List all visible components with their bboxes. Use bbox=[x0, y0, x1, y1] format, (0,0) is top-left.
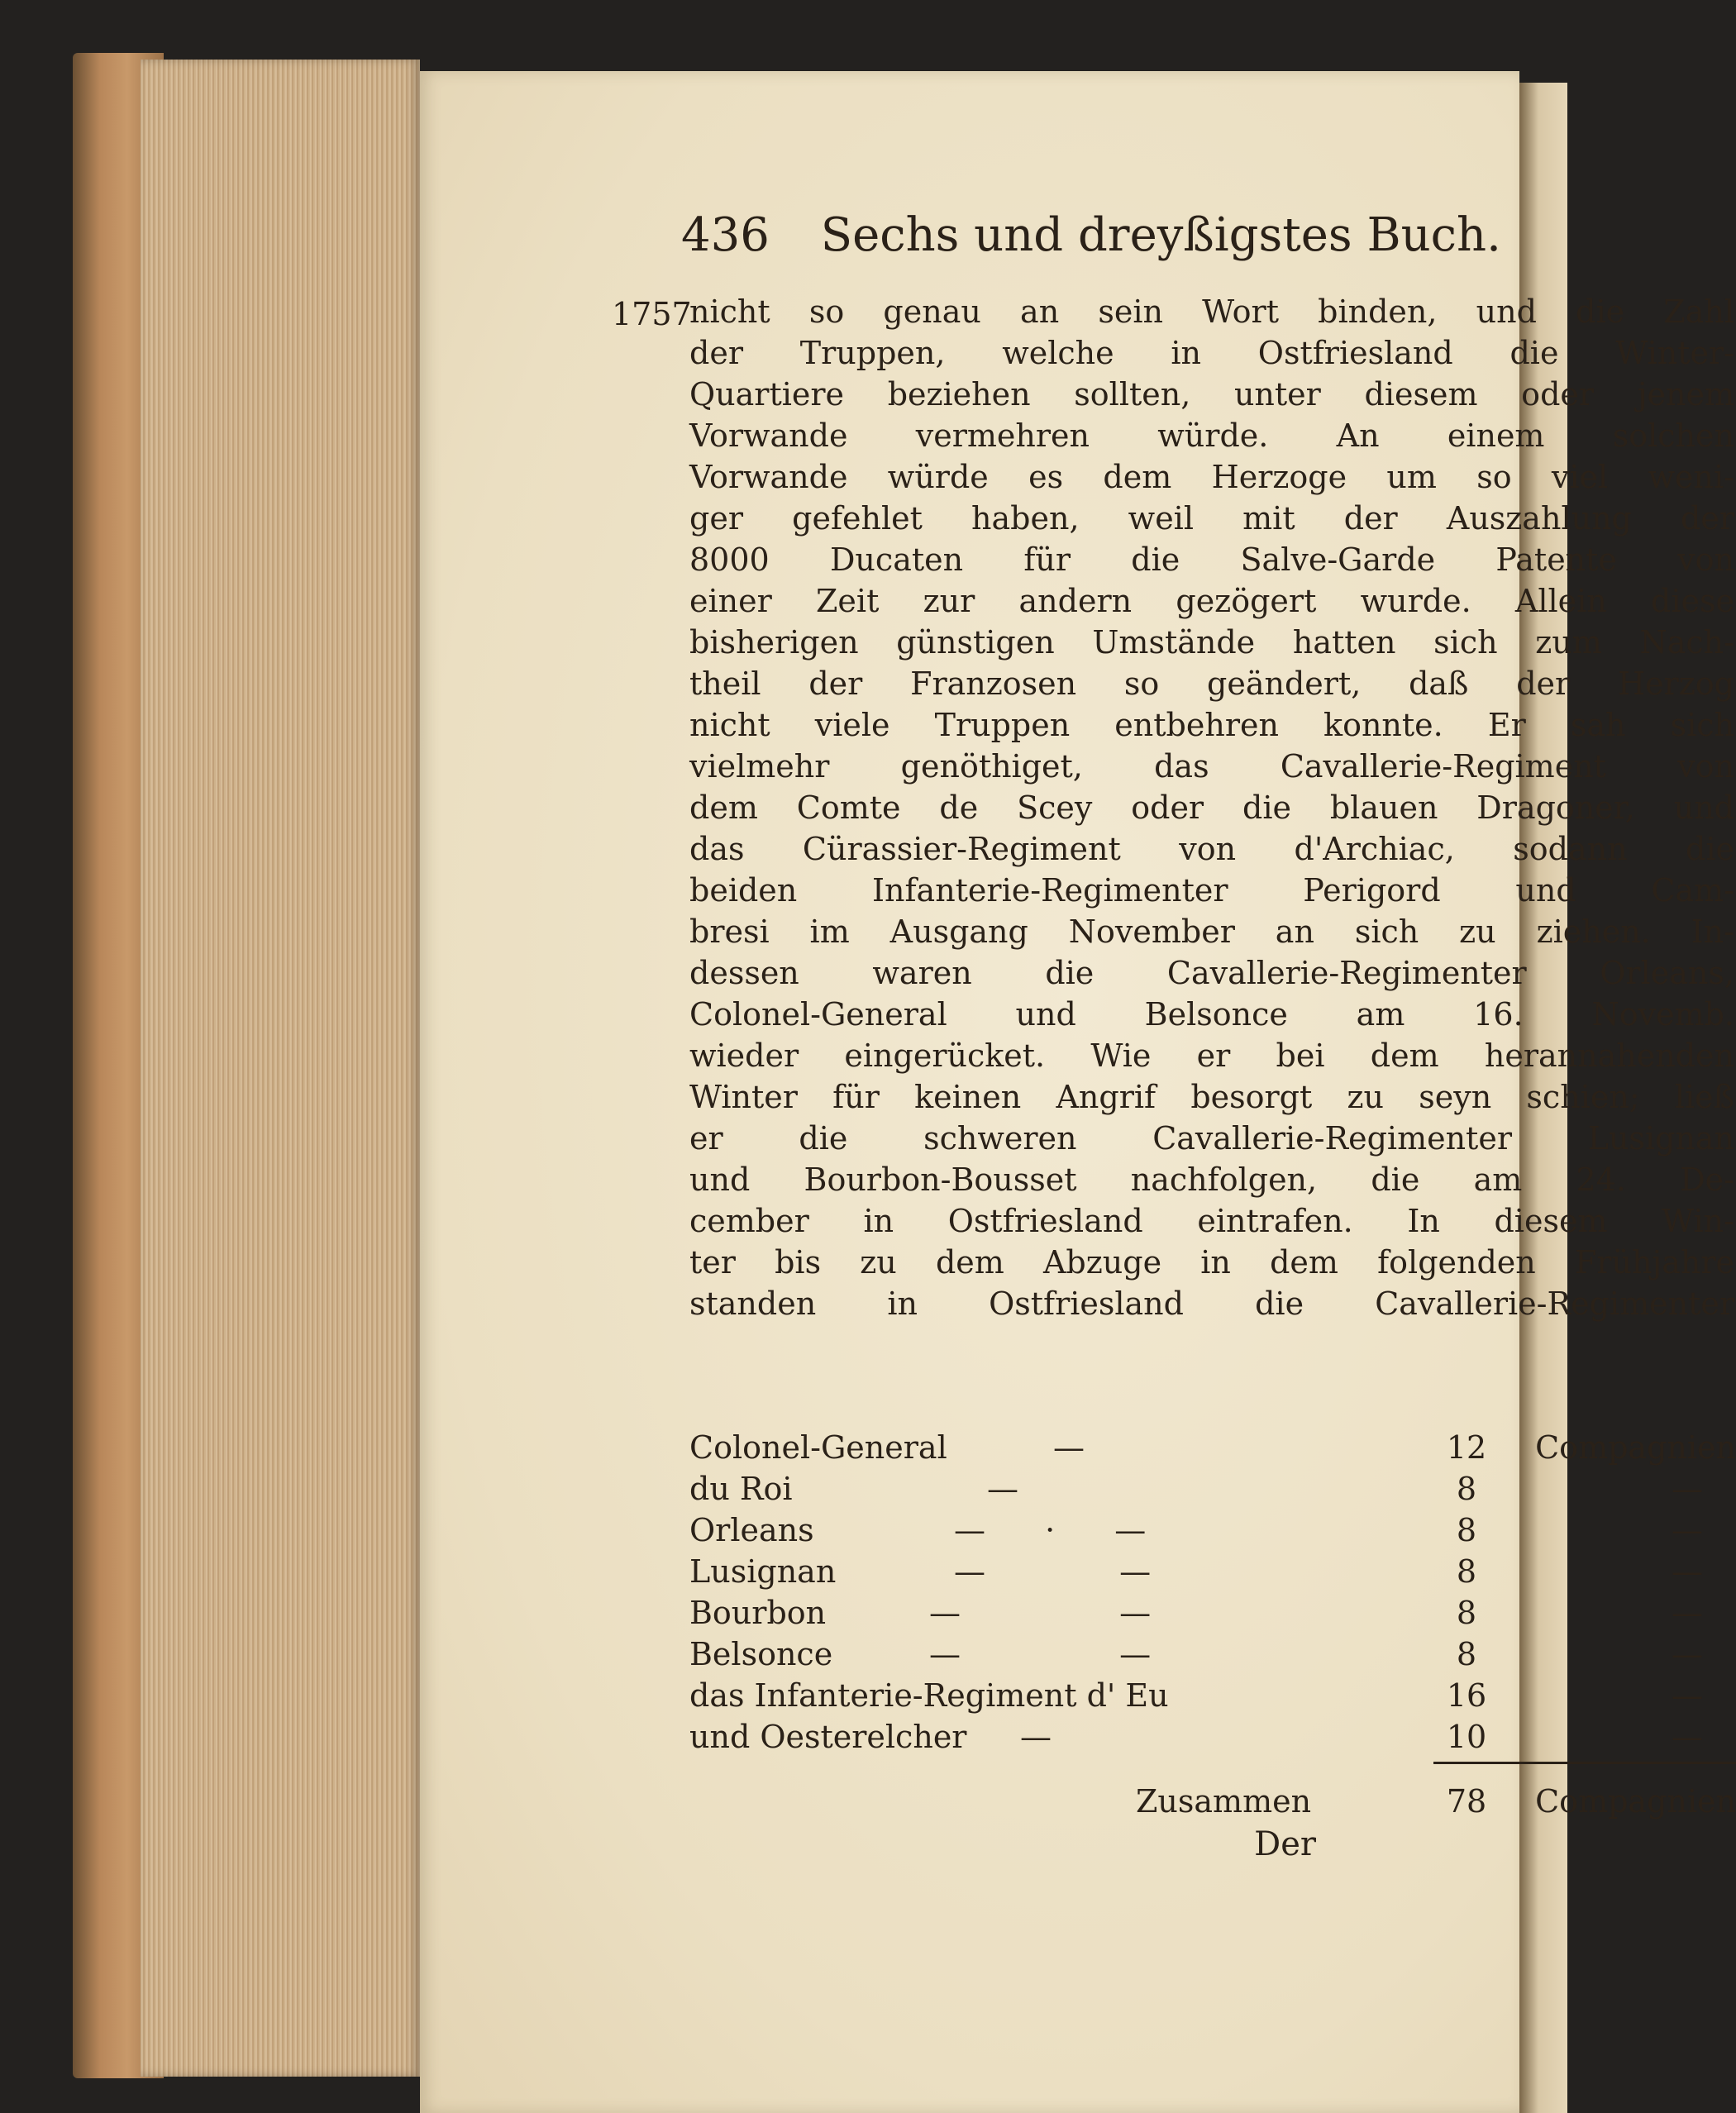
text-line: Vorwande vermehren würde. An einem solchen bbox=[689, 417, 1734, 454]
text-line: vielmehr genöthiget, das Cavallerie-Regiment von bbox=[689, 748, 1734, 785]
regiment-table bbox=[689, 1427, 1736, 1820]
company-count: 8 bbox=[1456, 1636, 1477, 1672]
unit-label: Compagnien bbox=[1535, 1429, 1736, 1466]
text-line: wieder eingerücket. Wie er bei dem herannahenden bbox=[689, 1037, 1734, 1074]
company-count: 12 bbox=[1446, 1429, 1487, 1466]
sum-rule bbox=[1433, 1762, 1736, 1764]
ditto-mark: — bbox=[1672, 1553, 1703, 1590]
text-line: Colonel-General und Belsonce am 16. Novemb. bbox=[689, 996, 1734, 1033]
text-line: 8000 Ducaten für die Salve-Garde Patente von bbox=[689, 541, 1734, 578]
table-row bbox=[689, 1716, 1736, 1758]
text-line: beiden Infanterie-Regimenter Perigord und Cam- bbox=[689, 872, 1734, 909]
running-header bbox=[681, 208, 1591, 262]
dash-filler: — — bbox=[954, 1553, 1152, 1590]
company-count: 8 bbox=[1456, 1471, 1477, 1507]
body-text bbox=[689, 291, 1734, 1324]
text-line: das Cürassier-Regiment von d'Archiac, sodann die bbox=[689, 831, 1734, 867]
text-line: ter bis zu dem Abzuge in dem folgenden Frühjahre bbox=[689, 1244, 1734, 1281]
company-count: 8 bbox=[1456, 1553, 1477, 1590]
table-row bbox=[689, 1427, 1736, 1468]
ditto-mark: — bbox=[1672, 1595, 1703, 1631]
text-line: Quartiere beziehen sollten, unter diesem oder jenem bbox=[689, 376, 1734, 413]
dash-filler: — — bbox=[929, 1595, 1152, 1631]
table-row bbox=[689, 1551, 1736, 1592]
text-line: dem Comte de Scey oder die blauen Dragoner, und bbox=[689, 789, 1734, 826]
ditto-mark: — bbox=[1672, 1636, 1703, 1672]
total-label: Zusammen bbox=[1136, 1783, 1312, 1820]
ditto-mark: — bbox=[1672, 1512, 1703, 1548]
page-edges bbox=[141, 60, 420, 2077]
text-line: cember in Ostfriesland eintrafen. In diesem Win- bbox=[689, 1203, 1734, 1239]
regiment-name: und Oesterelcher bbox=[689, 1719, 967, 1755]
total-unit: Compagnien bbox=[1535, 1783, 1736, 1820]
dash-filler: — — bbox=[929, 1636, 1152, 1672]
regiment-name: Orleans bbox=[689, 1512, 814, 1548]
text-line: nicht so genau an sein Wort binden, und die Zahl bbox=[689, 293, 1734, 330]
regiment-name: Lusignan bbox=[689, 1553, 837, 1590]
table-row bbox=[689, 1468, 1736, 1510]
regiment-name: das Infanterie-Regiment d' Eu bbox=[689, 1677, 1169, 1714]
ditto-mark: — bbox=[1672, 1677, 1703, 1714]
dash-filler: — bbox=[1053, 1429, 1085, 1466]
company-count: 8 bbox=[1456, 1595, 1477, 1631]
catchword: Der bbox=[1254, 1825, 1316, 1863]
dash-filler: — bbox=[1020, 1719, 1052, 1755]
ditto-mark: — bbox=[1672, 1719, 1703, 1755]
book-page bbox=[420, 71, 1736, 2113]
text-line: Vorwande würde es dem Herzoge um so viel weni- bbox=[689, 459, 1734, 495]
text-line: bisherigen günstigen Umstände hatten sich zum Nach- bbox=[689, 624, 1734, 661]
regiment-name: du Roi bbox=[689, 1471, 793, 1507]
text-line: er die schweren Cavallerie-Regimenter Lusignan bbox=[689, 1120, 1734, 1157]
margin-year: 1757 bbox=[612, 296, 692, 332]
regiment-name: Bourbon bbox=[689, 1595, 827, 1631]
text-line: ger gefehlet haben, weil mit der Auszahlung der bbox=[689, 500, 1734, 537]
company-count: 8 bbox=[1456, 1512, 1477, 1548]
regiment-name: Colonel-General bbox=[689, 1429, 947, 1466]
total-count: 78 bbox=[1446, 1783, 1487, 1820]
ditto-mark: — bbox=[1672, 1471, 1703, 1507]
total-row bbox=[689, 1781, 1736, 1822]
text-line: standen in Ostfriesland die Cavallerie-Regimenter bbox=[689, 1285, 1734, 1322]
company-count: 10 bbox=[1446, 1719, 1487, 1755]
dash-filler: — · — bbox=[954, 1512, 1147, 1548]
page-number: 436 bbox=[681, 208, 770, 262]
table-row bbox=[689, 1634, 1736, 1675]
running-title: Sechs und dreyßigstes Buch. bbox=[820, 208, 1501, 262]
text-line: Winter für keinen Angrif besorgt zu seyn schien; ließ bbox=[689, 1079, 1734, 1115]
dash-filler: — bbox=[987, 1471, 1018, 1507]
table-row bbox=[689, 1675, 1736, 1716]
text-line: bresi im Ausgang November an sich zu ziehen. In- bbox=[689, 913, 1734, 950]
text-line: nicht viele Truppen entbehren konnte. Er sah sich bbox=[689, 707, 1734, 743]
text-line: einer Zeit zur andern gezögert wurde. Allein diese bbox=[689, 583, 1734, 619]
company-count: 16 bbox=[1446, 1677, 1487, 1714]
table-row bbox=[689, 1592, 1736, 1634]
text-line: theil der Franzosen so geändert, daß der Herzog bbox=[689, 665, 1734, 702]
regiment-name: Belsonce bbox=[689, 1636, 833, 1672]
table-row bbox=[689, 1510, 1736, 1551]
text-line: und Bourbon-Bousset nachfolgen, die am 24. De- bbox=[689, 1161, 1734, 1198]
text-line: dessen waren die Cavallerie-Regimenter Orleans, bbox=[689, 955, 1734, 991]
text-line: der Truppen, welche in Ostfriesland die Winter- bbox=[689, 335, 1734, 371]
